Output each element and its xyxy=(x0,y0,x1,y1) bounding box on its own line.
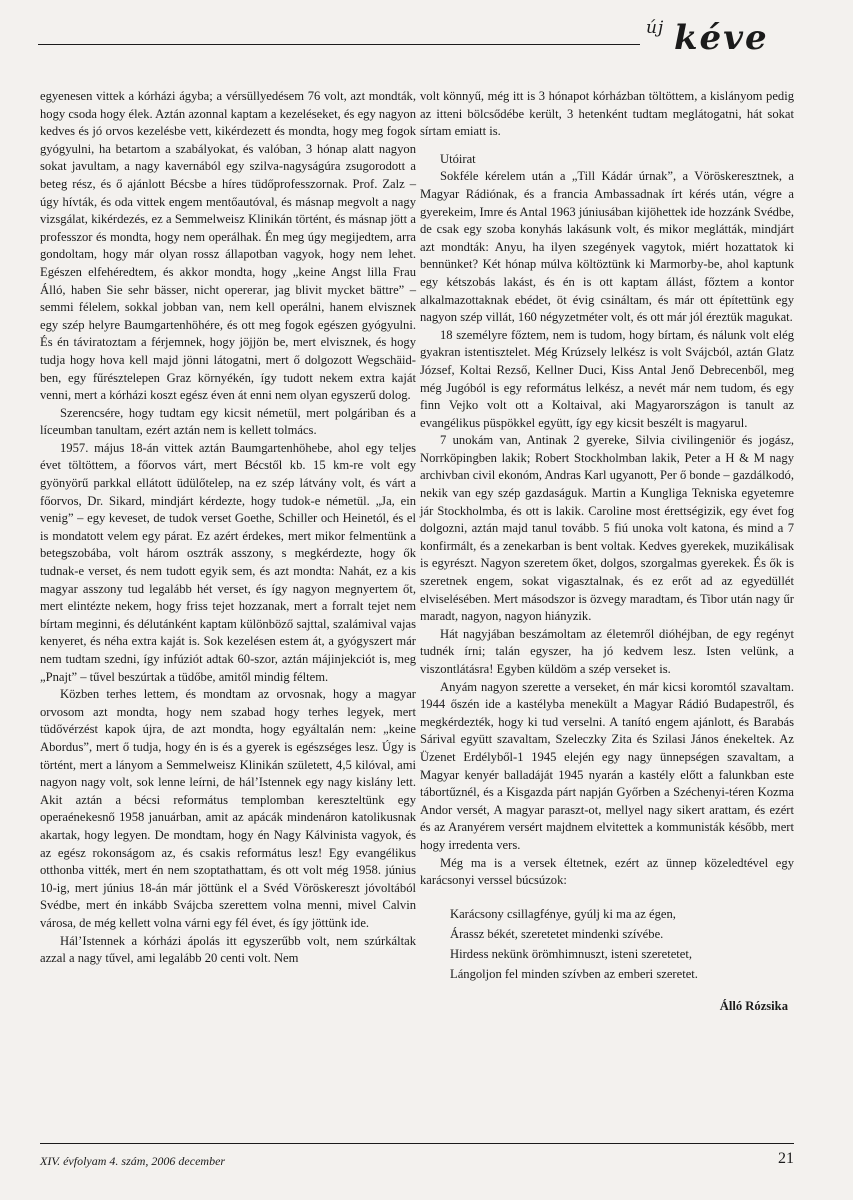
right-column xyxy=(420,88,794,1015)
body-paragraph: Szerencsére, hogy tudtam egy kicsit németül, mert polgáriban és a líceumban tanultam, ezért aztán nem is kellett tolmács. xyxy=(40,405,416,438)
body-paragraph: Hát nagyjában beszámoltam az életemről dióhéjban, de egy regényt tudnék írni; talán egyszer, ha jó kedvem lesz. Isten velünk, a viszontlátásra! Egyben küldöm a szép verseket is. xyxy=(420,626,794,676)
body-paragraph: 7 unokám van, Antinak 2 gyereke, Silvia civilingeniör és jogász, Norrköpingben lakik; Robert Stockholmban lakik, Peter a H & M nagy archivban civil ekonóm, Andras Karl ugyanott, Per ő bonde – gazdálkodó, nekik van egy szép gazdaságuk. Martin a Kungliga Tekniska egyetemre jár Stockholmba, és ott is lakik. Caroline most érettségizik, egy évet fog dolgozni, aztán majd tanul tovább. 5 fiú unoka volt katona, és mind a 7 konfirmált, és a zenekarban is bent voltak. Kedves gyerekek, muzikálisak is egyrészt. Nagyon szeretem őket, dolgos, szorgalmas gyerekek. És ők is szeretnek engem, sokat vigasztalnak, és ez erőt ad az egyedüllét elviselésében. Mert másodszor is özvegy maradtam, és Tibor után nagy űr maradt, nagyon, nagyon hiányzik. xyxy=(420,433,794,624)
body-paragraph: Még ma is a versek éltetnek, ezért az ünnep közeledtével egy karácsonyi verssel búcsúzok: xyxy=(420,855,794,888)
author-signature: Álló Rózsika xyxy=(719,998,788,1013)
poem-line: Karácsony csillagfénye, gyúlj ki ma az égen, xyxy=(450,906,676,921)
body-paragraph: volt könnyű, még itt is 3 hónapot kórházban töltöttem, a kislányom pedig az itteni bölcsődébe került, 3 hetenként tudtam meglátogatni, hát sokat sírtam emiatt is. xyxy=(420,89,794,139)
logo-small-text: új xyxy=(646,18,665,38)
page-number: 21 xyxy=(778,1150,794,1167)
masthead-logo xyxy=(646,10,816,60)
footer-rule xyxy=(40,1143,794,1144)
poem-line: Hirdess nekünk örömhimnuszt, isteni szeretetet, xyxy=(450,946,693,961)
header-rule xyxy=(38,44,640,45)
body-paragraph: Anyám nagyon szerette a verseket, én már kicsi koromtól szavaltam. 1944 őszén ide a kastélyba menekült a Magyar Rádió Budapestről, és megkérdezték, hogy ki tud verselni. A tanító engem ajánlott, és Barabás Sárival együtt szavaltam, Szeleczky Zita és Szilasi János énekeltek. Az Üzenet Erdélyből-1 1945 elején egy nagy ünnepségen szavaltam, a Magyar kenyér balladáját 1945 nyarán a kastély előtt a falunkban este tábortűznél, és a Kisgazda párt napján Győrben a Széchenyi-téren Kozma Andor versét, A magyar paraszt-ot, mellyel nagy sikert arattam, és ezért és az Aranyérem versért majdnem elvitettek a kommunisták később, mert hogy irredenta vers. xyxy=(420,679,794,852)
body-paragraph: Közben terhes lettem, és mondtam az orvosnak, hogy a magyar orvosom azt mondta, hogy nem szabad hogy terhes legyek, mert tüdővérzést kapok újra, de azt mondta, hogy egyáltalán nem: „keine Abordus”, mert ő tudja, hogy én is és a gyerek is egészséges lesz. Úgy is történt, mert a lányom a Semmelweisz Klinikán született, 4,5 kilóval, ami nagyon nagy volt, sok lenne leírni, de hál’Istennek egy nagy kislány lett. Akit aztán a bécsi református templomban kereszteltünk egy operaénekesnő 1958 januárban, amit az apácák mindenáron katolikusnak akartak, hogy legyen. De mondtam, hogy én Nagy Kálvinista vagyok, és az egész rokonságom az, és csakis református lesz! Egy evangélikus otthonba vitték, mert én nem szoptathattam, és ott volt még 1958. június 10-ig, mert június 18-án már jöttünk el a Svéd Vöröskereszt jóvoltából Svédbe, mert én inkább Svájcba szerettem volna menni, mivel Calvin városa, de még kellett volna várni egy fél évet, és így jöttünk ide. xyxy=(40,687,416,930)
left-column xyxy=(40,88,416,968)
poem xyxy=(450,904,794,984)
poem-line: Lángoljon fel minden szívben az emberi szeretet. xyxy=(450,966,698,981)
body-paragraph: Sokféle kérelem után a „Till Kádár úrnak”, a Vöröskeresztnek, a Magyar Rádiónak, és a francia Ambassadnak írt kérés után, végre a gyerekeim, Imre és Antal 1963 júniusában kijöhettek ide hozzánk Svédbe, de csak egy szoba konyhás lakásunk volt, és mikor meglátták, mindjárt azt mondták: Anyu, ha ilyen szegények vagytok, miért hozattatok ki bennünket? Két hónap múlva költöztünk ki Marmorby-be, ahol kaptunk egy kétszobás lakást, és én is ott kaptam állást, főztem a kontor alkalmazottaknak ebédet, öt évig csináltam, és már ott építettünk egy nagyon szép villát, 160 négyzetméter volt, és ott már jól éreztük magukat. xyxy=(420,169,794,325)
section-heading: Utóirat xyxy=(440,151,476,166)
poem-line: Árassz békét, szeretetet mindenki szívébe. xyxy=(450,926,664,941)
issue-info: XIV. évfolyam 4. szám, 2006 december xyxy=(40,1154,226,1168)
body-paragraph: Hál’Istennek a kórházi ápolás itt egyszerűbb volt, nem szúrkáltak azzal a nagy tűvel, ami legalább 20 centi volt. Nem xyxy=(40,933,416,966)
logo-main-text: kéve xyxy=(674,18,769,58)
body-paragraph: 18 személyre főztem, nem is tudom, hogy bírtam, és nálunk volt elég gyakran istentisztelet. Még Krúzsely lelkész is volt Svájcból, aztán Glatz József, Koltai Rezső, Kellner Duci, Kiss Antal Jenő Debrecenből, meg még Jugóból is egy református lelkész, a nevét már nem tudom, és egy finn Vejko volt ott a Koltaival, aki Magyarországon is tanult az evangélikus püspökkel együtt, így egy kicsit beszélt is magyarul. xyxy=(420,327,794,430)
body-paragraph: 1957. május 18-án vittek aztán Baumgartenhöhebe, ahol egy teljes évet töltöttem, a főorvos várt, mert Bécstől kb. 15 km-re volt egy gyönyörű parkkal ellátott üdülőtelep, na ez szép látvány volt, és várt a főorvos, Dr. Sikard, mindjárt kérdezte, hogy tudok-e németül. „Ja, ein venig” – egy keveset, de tudok verset Goethe, Schiller och Heinetól, és el is mondatott velem egy párat. Ez azért érdekes, mert mikor felmentünk a betegszobába, volt három osztrák asszony, s megkérdezte, hogy ők tudnak-e verset, és nem tudott egyik sem, és azt mondta: Nahát, ez a kis magyar asszony tud legalább hét verset, és így nagyon megnyertem őt, mert elintézte nekem, hogy friss tejet hozzanak, mert a forralt tejet nem bírtam meginni, és délutánként kaptam különböző sajttal, szalámival vajas kenyeret, és néha extra kaját is. Sok kezelésen estem át, a gyógyszert már nem tudtam szedni, így infúziót adtak 60-szor, aztán májinjekciót is, meg „Pnajt” – tűvel beszúrtak a tüdőbe, amitől mindig féltem. xyxy=(40,440,416,684)
body-paragraph: egyenesen vittek a kórházi ágyba; a vérsüllyedésem 76 volt, azt mondták, hogy csoda hogy élek. Aztán azonnal kaptam a kezeléseket, és egy nagyon kedves és jó orvos kezelésbe vett, kikérdezett és mondta, hogy meg fogok gyógyulni, ha betartom a szabályokat, és valóban, 3 hónap alatt nagyon sokat javultam, a nagy kavernából egy szilva-nagyságúra zsugorodott a beteg rész, és ő ajánlott Bécsbe a híres tüdőprofesszornak. Prof. Zalz – úgy hívták, és oda vittek engem mentőautóval, és másnap megvolt a nagy vizsgálat, kikérdezés, ez a Semmelweisz Klinikán történt, és másnap jött a professzor és mondta, hogy nem operálhak. Én meg úgy megijedtem, arra gondoltam, hogy már olyan rossz állapotban vagyok, hogy nem lehet. Egészen elfehéredtem, és akkor mondta, hogy „keine Angst lilla Frau Álló, haben Sie sehr bässer, nicht opererar, jag blivit mycket bättre” – semmi félelem, sokkal jobban van, nem kell operálni, hanem elvisznek egy szép helyre Baumgartenhöhére, és ott meg fogok egészen gyógyulni. És én táviratoztam a férjemnek, hogy jöjjön be, mert elvisznek, és hogy tudja hogy hova kell majd jönni látogatni, mert ő dolgozott Wegschäid-ben, egy fűrésztelepen Graz környékén, így tudott nekem extra kaját venni, mert a kórházi koszt egész éven át enni nem olyan egyszerű dolog. xyxy=(40,89,416,403)
